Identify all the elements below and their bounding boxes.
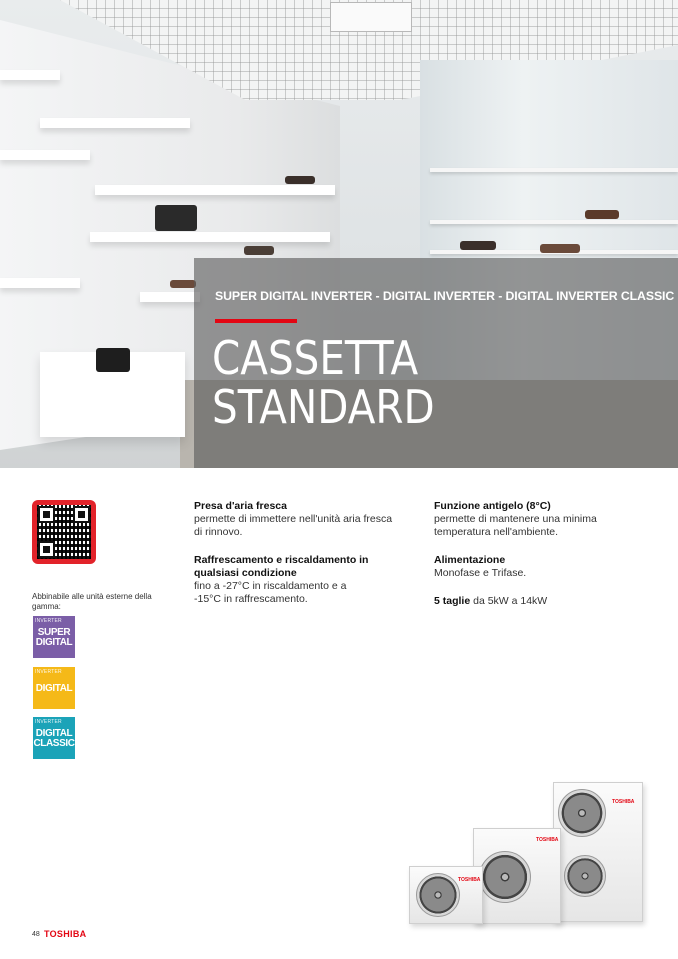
shelf: [40, 118, 190, 128]
compatibility-label: Abbinabile alle unità esterne della gamma:: [32, 592, 152, 611]
shoe: [540, 244, 580, 253]
badge-digital-inverter-classic: [33, 717, 75, 759]
badge-name: DIGITAL: [35, 683, 73, 694]
feature-description: Monofase e Trifase.: [434, 567, 527, 579]
badge-tag: INVERTER: [35, 669, 62, 675]
feature-power-supply: [434, 554, 639, 580]
feature-heading: Presa d'aria fresca: [194, 500, 287, 512]
shelf: [0, 70, 60, 80]
unit-logo: TOSHIBA: [458, 877, 481, 883]
qr-code-icon[interactable]: [32, 500, 96, 564]
shelf: [95, 185, 335, 195]
fan-icon: [558, 789, 606, 837]
accent-rule: [215, 319, 297, 323]
feature-description: permette di immettere nell'unità aria fresca di rinnovo.: [194, 513, 393, 538]
page-title: [212, 331, 435, 434]
qr-finder: [38, 541, 55, 558]
badge-digital-inverter: [33, 667, 75, 709]
feature-description: permette di mantenere una minima temperatura nell'ambiente.: [434, 513, 597, 538]
qr-finder: [73, 506, 90, 523]
badge-name: SUPER DIGITAL: [35, 627, 73, 648]
outdoor-unit-medium: [473, 828, 561, 924]
shoe: [170, 280, 196, 288]
badge-name: DIGITAL CLASSIC: [33, 728, 75, 749]
sizes-range: da 5kW a 14kW: [470, 595, 548, 607]
badge-super-digital-inverter: [33, 616, 75, 658]
feature-heading: Funzione antigelo (8°C): [434, 500, 551, 512]
feature-description: fino a -27°C in riscaldamento e a -15°C in raffrescamento.: [194, 580, 347, 605]
shelf: [0, 150, 90, 160]
sizes-count: 5 taglie: [434, 595, 471, 607]
fan-icon: [479, 851, 531, 903]
shoe: [244, 246, 274, 255]
feature-fresh-air: [194, 500, 399, 539]
feature-heading: Alimentazione: [434, 554, 506, 566]
feature-cooling-heating: [194, 554, 399, 606]
brand-logo: TOSHIBA: [44, 929, 87, 939]
title-line: CASSETTA: [212, 331, 419, 385]
badge-tag: INVERTER: [35, 618, 62, 624]
shelf: [90, 232, 330, 242]
window-shelf: [430, 168, 678, 172]
qr-code-pattern: [37, 505, 91, 559]
shoe: [96, 348, 130, 372]
shelf: [140, 292, 200, 302]
fan-icon: [416, 873, 460, 917]
title-line: STANDARD: [212, 380, 435, 434]
outdoor-units-image: [405, 780, 650, 930]
shoe: [460, 241, 496, 250]
outdoor-unit-large: [553, 782, 643, 922]
window-shelf: [430, 220, 678, 224]
feature-sizes: [434, 595, 639, 608]
shoe: [285, 176, 315, 184]
unit-logo: TOSHIBA: [536, 837, 559, 843]
fan-icon: [564, 855, 606, 897]
handbag: [155, 205, 197, 231]
feature-heading: Raffrescamento e riscaldamento in qualsiasi condizione: [194, 554, 369, 579]
page-number: 48: [32, 931, 40, 938]
ceiling-cassette-unit: [330, 2, 412, 32]
badge-tag: INVERTER: [35, 719, 62, 725]
unit-logo: TOSHIBA: [612, 799, 635, 805]
qr-finder: [38, 506, 55, 523]
shelf: [0, 278, 80, 288]
feature-antifreeze: [434, 500, 639, 539]
product-range-subtitle: SUPER DIGITAL INVERTER - DIGITAL INVERTER - DIGITAL INVERTER CLASSIC: [215, 289, 675, 303]
outdoor-unit-small: [409, 866, 483, 924]
shoe: [585, 210, 619, 219]
